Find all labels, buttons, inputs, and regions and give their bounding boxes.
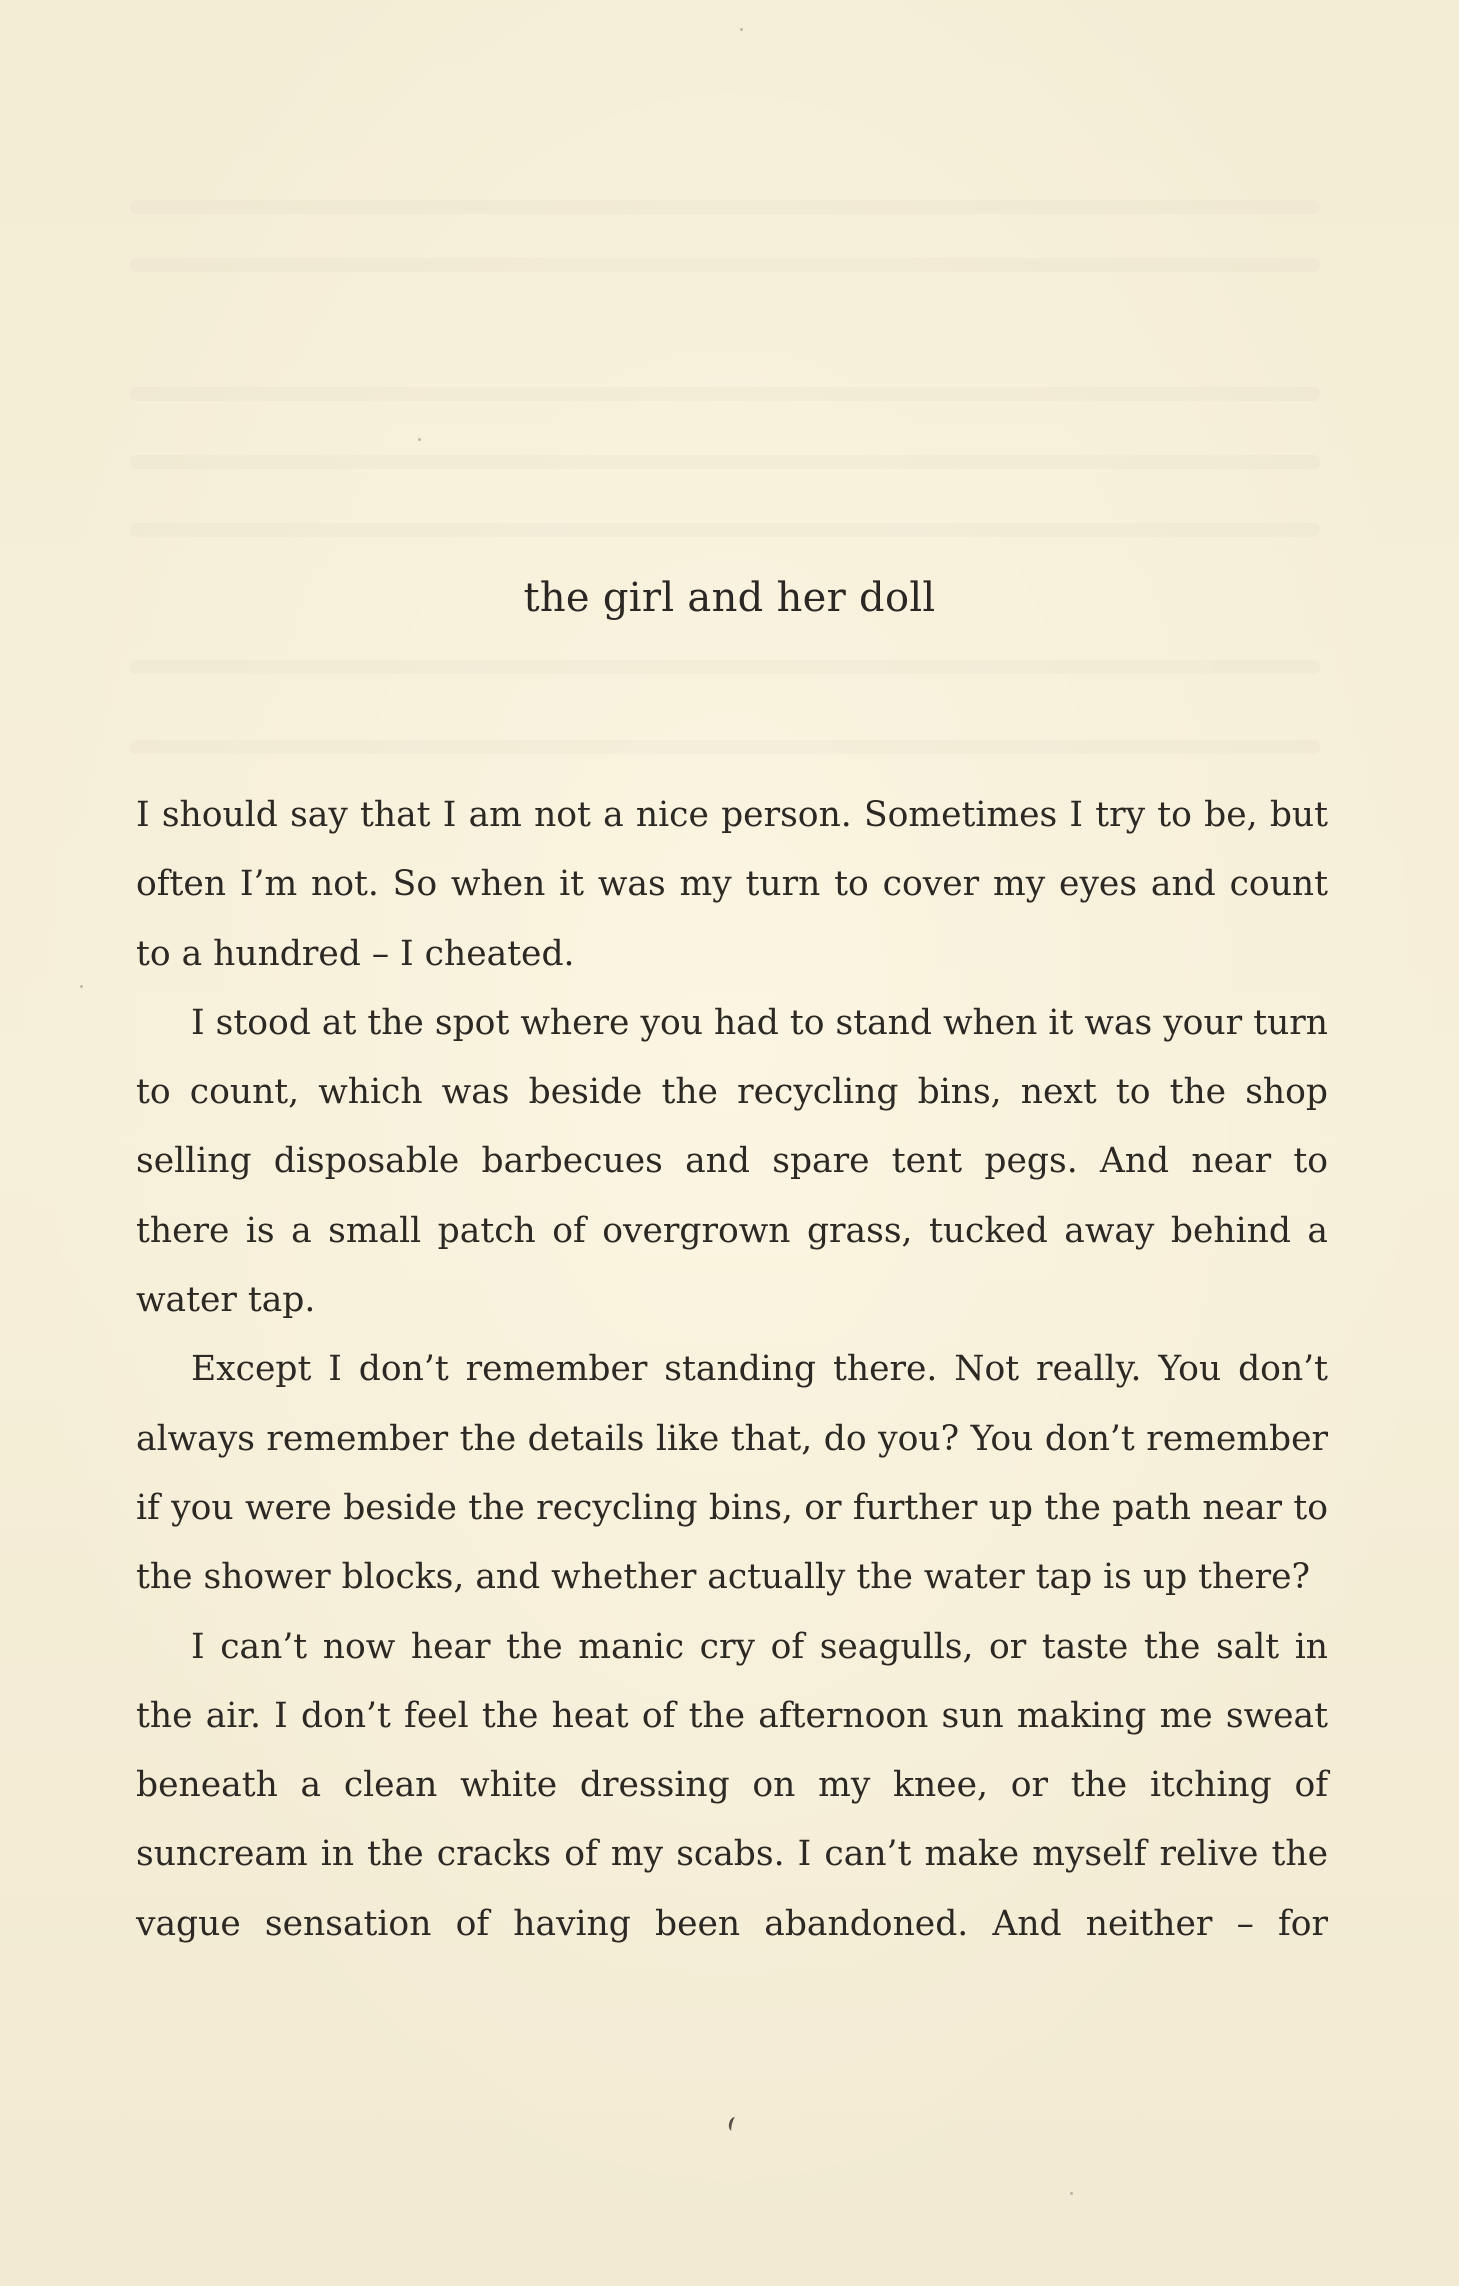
chapter-title: the girl and her doll	[523, 575, 936, 621]
paragraph-4: I can’t now hear the manic cry of seagulls, or taste the salt in the air. I don’t feel the heat of the afternoon sun making me sweat beneath a clean white dressing on my knee, or the itching of suncream in the cracks of my scabs. I can’t make myself relive the vague sensation of having been abandoned. And neither – for	[136, 1626, 1328, 1944]
paper-speck	[80, 985, 83, 988]
paper-speck	[740, 28, 743, 31]
bleed-through-line	[130, 387, 1320, 401]
bleed-through-line	[130, 660, 1320, 674]
bleed-through-line	[130, 523, 1320, 537]
bleed-through-line	[130, 740, 1320, 754]
paragraph-1: I should say that I am not a nice person. Sometimes I try to be, but often I’m not. So when it was my turn to cover my eyes and count to a hundred – I cheated.	[136, 795, 1328, 974]
paper-speck	[418, 438, 421, 441]
bleed-through-line	[130, 455, 1320, 469]
body-text	[136, 781, 1328, 1959]
bleed-through-line	[130, 258, 1320, 272]
page-mark	[727, 2116, 739, 2132]
paragraph-3: Except I don’t remember standing there. Not really. You don’t always remember the details like that, do you? You don’t remember if you were beside the recycling bins, or further up the path near to the shower blocks, and whether actually the water tap is up there?	[136, 1349, 1328, 1598]
paper-speck	[1070, 2192, 1073, 2195]
bleed-through-line	[130, 200, 1320, 214]
paragraph-2: I stood at the spot where you had to stand when it was your turn to count, which was beside the recycling bins, next to the shop selling disposable barbecues and spare tent pegs. And near to there is a small patch of overgrown grass, tucked away behind a water tap.	[136, 1002, 1328, 1321]
